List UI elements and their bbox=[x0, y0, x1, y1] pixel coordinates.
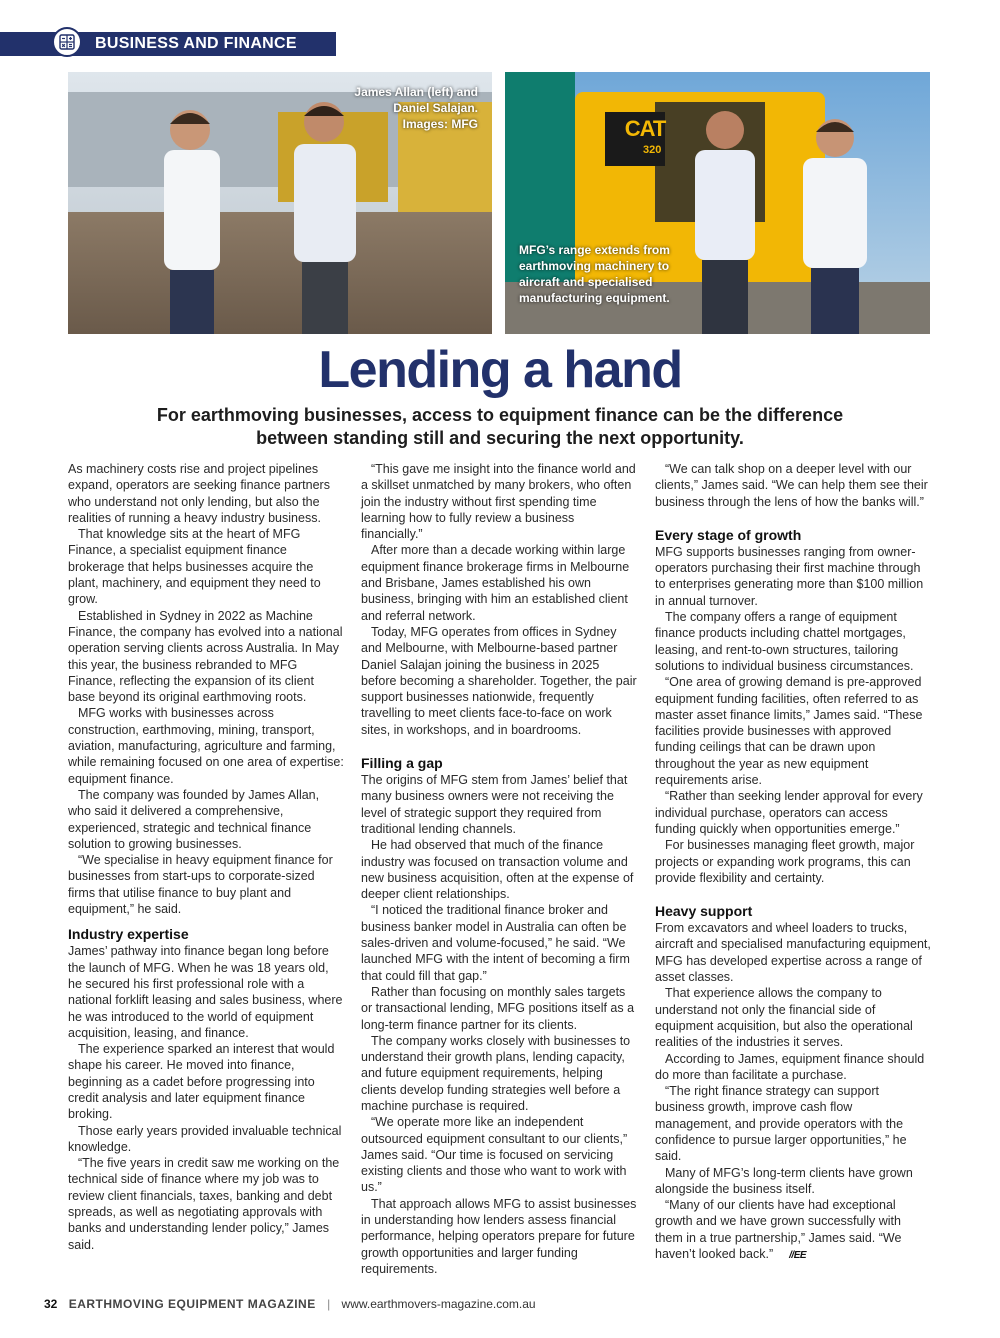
paragraph: “The five years in credit saw me working on the technical side of finance where my job was to review client financials, taxes, banking and debt spreads, as well as negotiating approvals with banks and understanding lender policy,” James said. bbox=[68, 1156, 340, 1252]
photo-caption-founders: James Allan (left) and Daniel Salajan. Images: MFG bbox=[354, 85, 478, 131]
paragraph: “I noticed the traditional finance broker and business banker model in Australia can often be sales-driven and volume-focused,” he said. “We launched MFG with the intent of becoming a firm that could fill that gap.” bbox=[361, 903, 630, 983]
excavator-model-label: 320 bbox=[643, 144, 662, 156]
paragraph: “Rather than seeking lender approval for every individual purchase, operators can access funding quickly when opportunities emerge.” bbox=[655, 789, 923, 836]
paragraph: Today, MFG operates from offices in Sydney and Melbourne, with Melbourne-based partner Daniel Salajan joining the business in 2025 before becoming a shareholder. Together, the pair support businesses nationwide, frequently travelling to meet clients face-to-face on work sites, in workshops, and in boardrooms. bbox=[361, 624, 637, 737]
paragraph: The company works closely with businesses to understand their growth plans, lending capacity, and future equipment requirements, helping clients develop funding strategies well before a machine purchase is required. bbox=[361, 1033, 631, 1113]
paragraph: That approach allows MFG to assist businesses in understanding how lenders assess financial performance, helping operators prepare for future growth opportunities and larger funding requirements. bbox=[361, 1196, 637, 1276]
paragraph: MFG supports businesses ranging from owner-operators purchasing their first machine through to enterprises generating more than $100 million in annual turnover. bbox=[655, 544, 924, 608]
paragraph: “We can talk shop on a deeper level with our clients,” James said. “We can help them see their business through the lens of how the banks will.” bbox=[655, 462, 928, 509]
paragraph: The origins of MFG stem from James’ belief that many business owners were not receiving the level of strategic support they required from traditional lending channels. bbox=[361, 773, 628, 836]
cat-badge: CAT bbox=[624, 116, 666, 141]
magazine-url: www.earthmovers-magazine.com.au bbox=[341, 1297, 536, 1311]
paragraph: After more than a decade working within large equipment finance brokerage firms in Melbourne and Brisbane, James established his own business, bringing with him an established client and referral network. bbox=[361, 543, 630, 623]
page-footer bbox=[44, 1295, 536, 1313]
paragraph: “This gave me insight into the finance world and a skillset unmatched by many brokers, who often join the industry without first spending time learning how to fully review a business financially.” bbox=[361, 462, 636, 542]
paragraph: “The right finance strategy can support business growth, improve cash flow management, and provide operators with the confidence to pursue larger opportunities,” he said. bbox=[655, 1084, 907, 1164]
magazine-name: EARTHMOVING EQUIPMENT MAGAZINE bbox=[68, 1297, 316, 1311]
paragraph: The company was founded by James Allan, who said it delivered a comprehensive, experienced, strategic and technical finance solution to growing businesses. bbox=[68, 787, 320, 851]
article-column-2 bbox=[361, 461, 637, 1277]
subheading: Filling a gap bbox=[361, 755, 443, 772]
paragraph: Many of MFG’s long-term clients have grown alongside the business itself. bbox=[655, 1165, 913, 1196]
paragraph: That experience allows the company to understand not only the financial side of equipment acquisition, but also the operational realities of the industries it serves. bbox=[655, 986, 913, 1050]
paragraph: “We operate more like an independent outsourced equipment consultant to our clients,” James said. “Our time is focused on servicing existing clients and those who want to work with us.” bbox=[361, 1115, 628, 1195]
article-column-1 bbox=[68, 461, 344, 1253]
paragraph: That knowledge sits at the heart of MFG Finance, a specialist equipment finance brokerage that helps businesses acquire the plant, machinery, and equipment they need to grow. bbox=[68, 527, 321, 607]
paragraph: Established in Sydney in 2022 as Machine Finance, the company has evolved into a national operation serving clients across Australia. In May this year, the business rebranded to MFG Finance, reflecting the expansion of its client base beyond its original earthmoving roots. bbox=[68, 608, 343, 705]
paragraph: “One area of growing demand is pre-approved equipment funding facilities, often referred to as master asset finance limits,” James said. “These facilities provide businesses with approved funding ceilings that can be drawn upon throughout the year as new equipment requirements arise. bbox=[655, 675, 923, 788]
end-mark: //EE bbox=[789, 1250, 807, 1262]
subheading: Industry expertise bbox=[68, 926, 189, 943]
paragraph: MFG works with businesses across construction, earthmoving, mining, transport, aviation, manufacturing, agriculture and farming, while remaining focused on one area of expertise: equipment finance. bbox=[68, 706, 344, 786]
paragraph: From excavators and wheel loaders to trucks, aircraft and specialised manufacturing equipment, MFG has developed expertise across a range of asset classes. bbox=[655, 921, 931, 985]
paragraph: The experience sparked an interest that would shape his career. He moved into finance, beginning as a cadet before progressing into credit analysis and later equipment finance broking. bbox=[68, 1042, 335, 1122]
page-number: 32 bbox=[44, 1297, 58, 1311]
photo-excavator bbox=[505, 72, 930, 334]
paragraph: He had observed that much of the finance industry was focused on transaction volume and new business acquisition, often at the expense of deeper client relationships. bbox=[361, 838, 634, 902]
paragraph: Rather than focusing on monthly sales targets or transactional lending, MFG positions itself as a long-term finance partner for its clients. bbox=[361, 984, 635, 1032]
footer-separator: | bbox=[327, 1297, 331, 1311]
paragraph bbox=[655, 1197, 931, 1264]
paragraph: James’ pathway into finance began long before the launch of MFG. When he was 18 years old, he secured his first professional role with a national forklift leasing and sales business, where he was introduced to the world of equipment acquisition, leasing, and finance. bbox=[68, 944, 343, 1040]
subheading: Every stage of growth bbox=[655, 526, 802, 543]
article-column-3 bbox=[655, 461, 931, 1264]
closing-quote: “Many of our clients have had exceptional growth and we have grown successfully with them in a true partnership,” James said. “We haven’t looked back.” bbox=[655, 1198, 902, 1262]
paragraph: Those early years provided invaluable technical knowledge. bbox=[68, 1123, 342, 1154]
paragraph: As machinery costs rise and project pipelines expand, operators are seeking finance partners who understand not only lending, but also the realities of running a heavy industry business. bbox=[68, 462, 330, 525]
subheading: Heavy support bbox=[655, 903, 753, 920]
paragraph: “We specialise in heavy equipment finance for businesses from start-ups to corporate-sized firms that utilise finance to buy plant and equipment,” he said. bbox=[68, 853, 333, 917]
standfirst: For earthmoving businesses, access to equipment finance can be the difference between standing still and securing the next opportunity. bbox=[156, 405, 844, 448]
paragraph: The company offers a range of equipment finance products including chattel mortgages, leasing, and rent-to-own structures, tailoring solutions to individual business circumstances. bbox=[655, 610, 914, 673]
photo-founders bbox=[68, 72, 492, 334]
section-title: BUSINESS AND FINANCE bbox=[95, 35, 297, 52]
paragraph: For businesses managing fleet growth, major projects or expanding work programs, this can provide flexibility and certainty. bbox=[655, 838, 915, 885]
calculator-icon bbox=[52, 27, 82, 57]
photo-caption-range: MFG’s range extends from earthmoving machinery to aircraft and specialised manufacturing equipment. bbox=[519, 243, 670, 305]
paragraph: According to James, equipment finance should do more than facilitate a purchase. bbox=[655, 1051, 925, 1082]
headline: Lending a hand bbox=[318, 341, 682, 399]
